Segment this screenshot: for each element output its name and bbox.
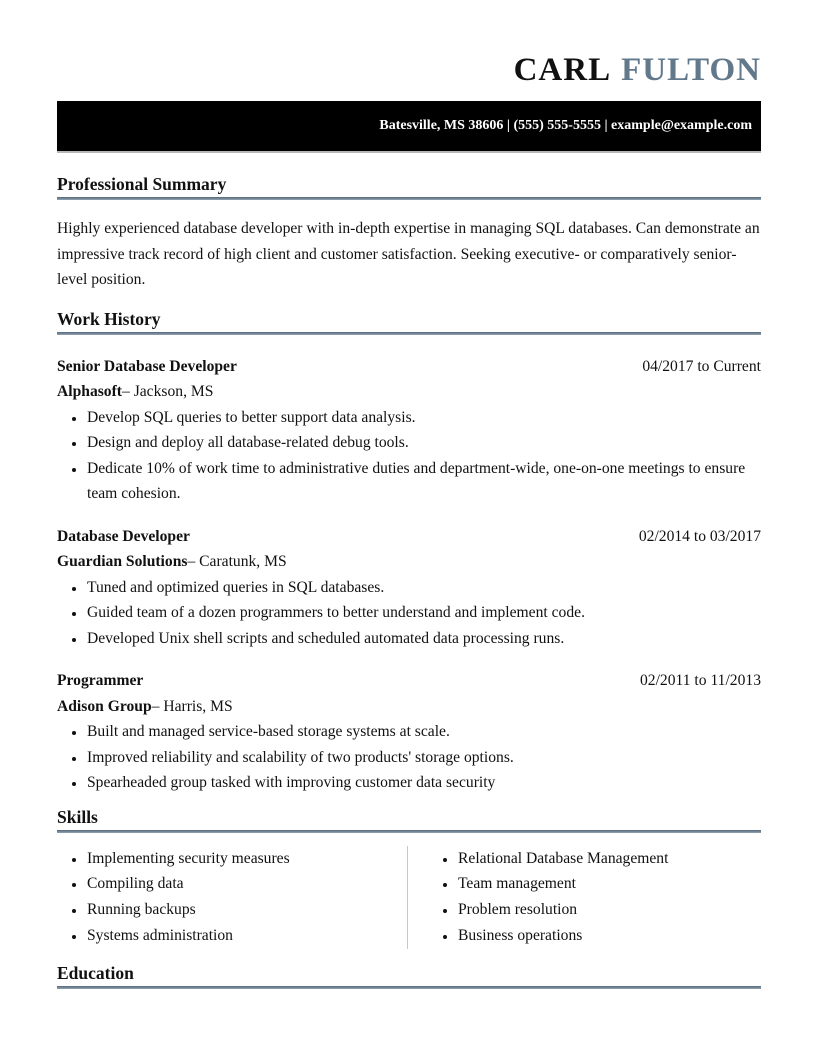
job-bullet: • Guided team of a dozen programmers to better understand and implement code.: [86, 600, 761, 626]
job-entry: [57, 668, 761, 796]
work-history-heading-rule: [57, 332, 761, 335]
company-location: – Harris, MS: [151, 697, 233, 715]
job-bullet: • Developed Unix shell scripts and scheduled automated data processing runs.: [86, 626, 761, 652]
skills-list-left: [57, 846, 407, 949]
skill-item: • Business operations: [457, 923, 761, 949]
job-title-row: [57, 668, 761, 694]
company-name: Adison Group: [57, 697, 152, 715]
skill-item: • Relational Database Management: [457, 846, 761, 872]
skills-heading: Skills: [57, 806, 98, 827]
skill-item: • Running backups: [86, 897, 407, 923]
skills-column-left: [57, 846, 407, 949]
work-history-heading: Work History: [57, 308, 161, 329]
job-title: Programmer: [57, 672, 144, 690]
contact-info: Batesville, MS 38606 | (555) 555-5555 | example@example.com: [379, 118, 752, 133]
job-dates: 02/2014 to 03/2017: [638, 527, 761, 545]
company-name: Guardian Solutions: [57, 553, 188, 571]
job-title: Database Developer: [57, 527, 190, 545]
skills-grid: [57, 846, 761, 949]
candidate-name: [57, 52, 761, 88]
skills-list-right: [435, 846, 761, 949]
job-dates: 02/2011 to 11/2013: [640, 672, 761, 690]
job-bullet: • Improved reliability and scalability of two products' storage options.: [86, 745, 761, 771]
company-location: – Caratunk, MS: [187, 553, 287, 571]
skill-item: • Implementing security measures: [86, 846, 407, 872]
skill-item: • Problem resolution: [457, 897, 761, 923]
job-dates: 04/2017 to Current: [642, 357, 761, 375]
company-line: [57, 549, 761, 575]
job-bullet: • Design and deploy all database-related debug tools.: [86, 430, 761, 456]
company-line: [57, 379, 761, 405]
skill-item: • Systems administration: [86, 923, 407, 949]
last-name: FULTON: [621, 52, 761, 88]
summary-heading: Professional Summary: [57, 174, 227, 194]
education-heading: Education: [57, 962, 134, 983]
company-location: – Jackson, MS: [122, 383, 214, 401]
skills-column-right: [407, 846, 761, 949]
job-bullet: • Spearheaded group tasked with improving customer data security: [86, 770, 761, 796]
contact-bar: [57, 101, 761, 153]
job-bullet: • Built and managed service-based storage systems at scale.: [86, 719, 761, 745]
job-bullet: • Dedicate 10% of work time to administrative duties and department-wide, one-on-one meetings to ensure team cohesion.: [86, 456, 761, 507]
job-bullet: • Develop SQL queries to better support data analysis.: [86, 405, 761, 431]
job-title: Senior Database Developer: [57, 357, 237, 375]
job-bullet: • Tuned and optimized queries in SQL databases.: [86, 575, 761, 601]
job-bullets: [57, 575, 761, 652]
skills-heading-rule: [57, 830, 761, 833]
job-bullets: [57, 405, 761, 507]
job-entry: [57, 524, 761, 652]
resume-content: [57, 0, 761, 989]
job-title-row: [57, 524, 761, 550]
company-name: Alphasoft: [57, 383, 122, 401]
education-heading-rule: [57, 986, 761, 989]
summary-text: Highly experienced database developer with in-depth expertise in managing SQL databases. Can demonstrate an impressive track record of high client and customer satisfaction. Seeking executive- or comparatively senior-level position.: [57, 220, 760, 289]
summary-heading-rule: [57, 197, 761, 200]
skill-item: • Team management: [457, 871, 761, 897]
first-name: CARL: [513, 52, 612, 88]
company-line: [57, 694, 761, 720]
job-entry: [57, 354, 761, 507]
job-title-row: [57, 354, 761, 380]
job-bullets: [57, 719, 761, 796]
skill-item: • Compiling data: [86, 871, 407, 897]
